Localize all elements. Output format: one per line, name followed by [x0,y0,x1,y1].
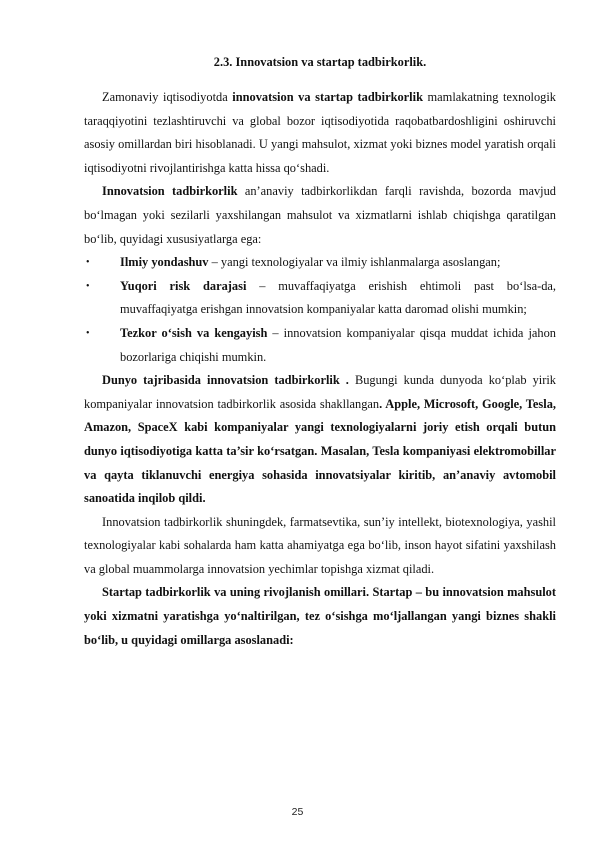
paragraph-world-heading: Dunyo tajribasida innovatsion tadbirkorlik . [102,373,349,388]
section-title: 2.3. Innovatsion va startap tadbirkorlik. [213,55,427,69]
bullet-icon: • [86,257,90,269]
list-item-text: – muvaffaqiyatga erishish ehtimoli past bo‘lsa-da, muvaffaqiyatga erishgan innovatsion kompaniyalar katta daromad olishi mumkin; [120,278,557,317]
paragraph-intro [84,86,556,180]
paragraph-world-text: Bugungi kunda dunyoda ko‘plab yirik kompaniyalar innovatsion tadbirkorlik asosida shakllangan [84,373,556,411]
list-item-text: – yangi texnologiyalar va ilmiy ishlanmalarga asoslangan; [208,255,501,270]
list-item-text: – innovatsion kompaniyalar qisqa muddat ichida jahon bozorlariga chiqishi mumkin. [120,325,556,364]
list-item-term: Tezkor o‘sish va kengayish [120,325,268,340]
paragraph-definition-bold: Innovatsion tadbirkorlik [102,184,238,199]
paragraph-world-experience [84,369,556,511]
paragraph-startup: Startap tadbirkorlik va uning rivojlanish omillari. Startap – bu innovatsion mahsulot yoki xizmatni yaratishga yo‘naltirilgan, tez o‘sishga mo‘ljallangan yangi biznes shakli bo‘lib, u quyidagi omillarga asoslanadi: [84,585,556,647]
paragraph-world-bold: . Apple, Microsoft, Google, Tesla, Amazon, SpaceX kabi kompaniyalar yangi texnologiyalarni joriy etish orqali butun dunyo iqtisodiyotiga katta ta’sir ko‘rsatgan. Masalan, Tesla kompaniyasi elektromobillar va qayta tiklanuvchi energiya sohasida innovatsiyalar kiritib, an’anaviy avtomobil sanoatida inqilob qildi. [84,396,556,506]
paragraph-intro-bold: innovatsion va startap tadbirkorlik [232,90,423,104]
page-number: 25 [291,806,304,818]
paragraph-sectors: Innovatsion tadbirkorlik shuningdek, farmatsevtika, sun’iy intellekt, biotexnologiya, yashil texnologiyalar kabi sohalarda ham katta ahamiyatga ega bo‘lib, inson hayot sifatini yaxshilash va global muammolarga innovatsion yechimlar topishga xizmat qiladi. [84,514,556,576]
bullet-icon: • [86,280,90,292]
list-item [84,322,556,369]
paragraph-intro-rest: mamlakatning texnologik taraqqiyotini tezlashtiruvchi va global bozor iqtisodiyotida raqobatbardoshligini oshiruvchi asosiy omillardan biri hisoblanadi. U yangi mahsulot, xizmat yoki biznes model yaratish orqali iqtisodiyotni rivojlantirishga katta hissa qo‘shadi. [84,90,556,175]
list-item [84,251,556,275]
paragraph-intro-lead: Zamonaviy iqtisodiyotda [102,90,233,104]
list-item-term: Ilmiy yondashuv [120,255,209,270]
paragraph-definition-rest: an’anaviy tadbirkorlikdan farqli ravishda, bozorda mavjud bo‘lmagan yoki sezilarli yaxshilangan mahsulot va xizmatlarni ishlab chiqishga qaratilgan bo‘lib, quyidagi xususiyatlarga ega: [84,184,556,246]
document-body [84,52,556,652]
list-item [84,275,556,322]
features-list [84,251,556,369]
list-item-term: Yuqori risk darajasi [120,278,247,293]
paragraph-definition [84,180,556,251]
bullet-icon: • [86,327,90,339]
